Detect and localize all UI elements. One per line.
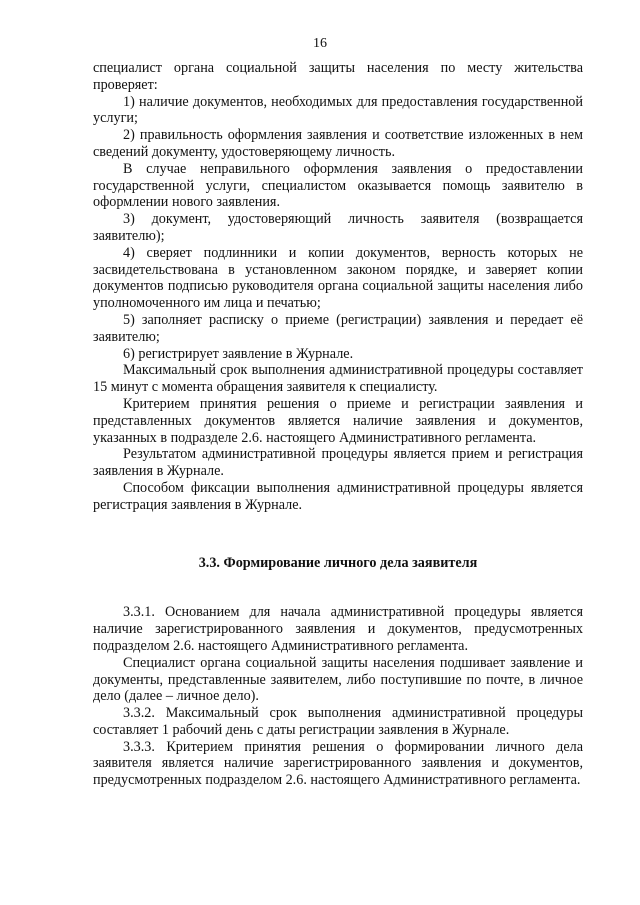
paragraph: Способом фиксации выполнения административной процедуры является регистрация заявления в Журнале. bbox=[93, 479, 583, 513]
paragraph: 6) регистрирует заявление в Журнале. bbox=[123, 345, 354, 362]
paragraph: специалист органа социальной защиты населения по месту жительства проверяет: bbox=[93, 60, 583, 93]
paragraph: 1) наличие документов, необходимых для предоставления государственной услуги; bbox=[93, 93, 583, 127]
paragraph: 3) документ, удостоверяющий личность заявителя (возвращается заявителю); bbox=[93, 211, 583, 244]
paragraph: 4) сверяет подлинники и копии документов, верность которых не засвидетельствована в установленном законом порядке, и заверяет копии документов подписью руководителя органа социальной защиты населения либо уполномоченного им лица и печатью; bbox=[93, 244, 583, 312]
document-body bbox=[93, 60, 583, 789]
page-number: 16 bbox=[313, 36, 327, 51]
paragraph: 2) правильность оформления заявления и соответствие изложенных в нем сведений документу, удостоверяющему личность. bbox=[93, 127, 583, 160]
paragraph: В случае неправильного оформления заявления о предоставлении государственной услуги, специалистом оказывается помощь заявителю в оформлении нового заявления. bbox=[93, 160, 583, 211]
paragraph: Максимальный срок выполнения административной процедуры составляет 15 минут с момента обращения заявителя к специалисту. bbox=[93, 362, 583, 396]
paragraph: 5) заполняет расписку о приеме (регистрации) заявления и передает её заявителю; bbox=[93, 311, 583, 345]
paragraph: Критерием принятия решения о приеме и регистрации заявления и представленных документов является наличие заявления и документов, указанных в подразделе 2.6. настоящего Административного регламента. bbox=[93, 395, 583, 446]
paragraph: 3.3.1. Основанием для начала административной процедуры является наличие зарегистрированного заявления и документов, предусмотренных подразделом 2.6. настоящего Административного регламента. bbox=[93, 604, 583, 654]
paragraph: Специалист органа социальной защиты населения подшивает заявление и документы, представленные заявителем, либо поступившие по почте, в личное дело (далее – личное дело). bbox=[93, 654, 583, 705]
paragraph: 3.3.2. Максимальный срок выполнения административной процедуры составляет 1 рабочий день с даты регистрации заявления в Журнале. bbox=[93, 705, 583, 738]
paragraph: 3.3.3. Критерием принятия решения о формировании личного дела заявителя является наличие зарегистрированного заявления и документов, предусмотренных подразделом 2.6. настоящего Административного регламента. bbox=[93, 738, 583, 789]
paragraph: Результатом административной процедуры является прием и регистрация заявления в Журнале. bbox=[93, 446, 583, 480]
section-heading: 3.3. Формирование личного дела заявителя bbox=[198, 554, 478, 571]
